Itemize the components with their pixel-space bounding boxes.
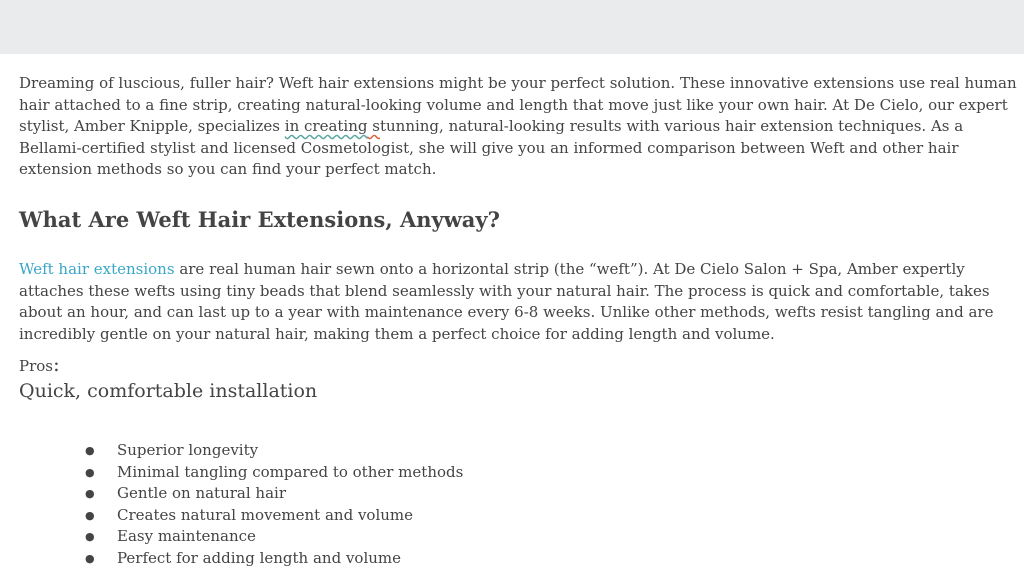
- body-paragraph: [19, 259, 1023, 345]
- list-item-text: Creates natural movement and volume: [117, 505, 414, 524]
- intro-text-start: Dreaming of luscious, fuller hair? Weft hair extensions might be your perfect solution. These innovative extensions use real human hair attached to a fine strip, creating natural-looking volume and length that move just like your own hair. At De Cielo, our expert stylist, Amber Knipple, specializes: [19, 74, 1017, 136]
- top-bar: [0, 0, 1024, 54]
- list-item: [85, 505, 463, 527]
- pros-text: Pros: [19, 357, 53, 375]
- bullet-icon: ●: [85, 444, 95, 457]
- pros-label: [19, 352, 60, 376]
- spellcheck-highlight[interactable]: in creating: [284, 117, 368, 136]
- pros-list: [85, 440, 463, 570]
- bullet-icon: ●: [85, 487, 95, 501]
- list-item-text: Easy maintenance: [117, 527, 256, 546]
- bullet-icon: ●: [85, 465, 95, 479]
- quick-install-line: Quick, comfortable installation: [19, 380, 318, 402]
- bullet-icon: ●: [85, 508, 95, 522]
- bullet-icon: ●: [85, 551, 95, 565]
- intro-section: [19, 73, 1023, 181]
- weft-extensions-link[interactable]: Weft hair extensions: [19, 260, 175, 278]
- intro-paragraph: [19, 73, 1023, 181]
- body-text: are real human hair sewn onto a horizontal strip (the “weft”). At De Cielo Salon + Spa, Amber expertly attaches these wefts using tiny beads that blend seamlessly with your natural hair. The process is quick and comfortable, takes about an hour, and can last up to a year with maintenance every 6-8 weeks. Unlike other methods, wefts resist tangling and are incredibly gentle on your natural hair, making them a perfect choice for adding length and volume.: [19, 260, 994, 343]
- list-item: [85, 526, 463, 548]
- list-item: [85, 548, 463, 570]
- list-item: [85, 462, 463, 484]
- pros-colon: :: [53, 352, 60, 376]
- list-item-text: Superior longevity: [117, 441, 259, 459]
- list-item: [85, 483, 463, 505]
- list-item-text: Perfect for adding length and volume: [117, 548, 402, 567]
- body-section: [19, 259, 1023, 345]
- section-heading: What Are Weft Hair Extensions, Anyway?: [19, 207, 500, 232]
- bullet-icon: ●: [85, 530, 95, 544]
- list-item-text: Gentle on natural hair: [117, 484, 286, 503]
- list-item: [85, 440, 463, 462]
- list-item-text: Minimal tangling compared to other methods: [117, 462, 464, 481]
- intro-text-end: tunning, natural-looking results with various hair extension techniques. As a Bellami-certified stylist and licensed Cosmetologist, she will give you an informed comparison between Weft and other hair extension methods so you can find your perfect match.: [19, 117, 964, 179]
- spellcheck-highlight-2[interactable]: s: [367, 117, 380, 136]
